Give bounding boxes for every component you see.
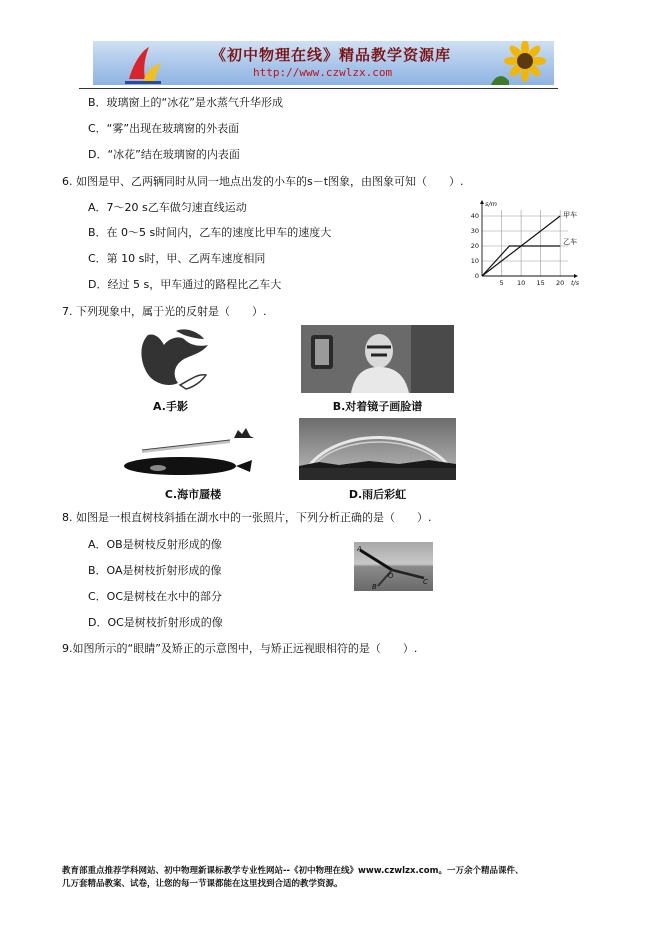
photo-label-a: A: [357, 545, 362, 553]
q7-caption-c: C.海市蜃楼: [164, 488, 222, 501]
x-axis-label: t/s: [571, 279, 580, 287]
q6-option-d: D．经过 5 s，甲车通过的路程比乙车大: [88, 278, 282, 291]
mirage-image: [118, 422, 268, 480]
q7-stem: 7. 下列现象中，属于光的反射是（ ）.: [62, 305, 267, 318]
footer-line-2: 几万套精品教案、试卷，让您的每一节课都能在这里找到合适的教学资源。: [62, 879, 343, 889]
photo-label-o: O: [388, 572, 394, 580]
y-tick-label: 0: [474, 272, 479, 280]
q6-stem: 6. 如图是甲、乙两辆同时从同一地点出发的小车的s－t图象，由图象可知（ ）.: [62, 175, 464, 188]
q6-option-c: C．第 10 s时，甲、乙两车速度相同: [88, 252, 266, 265]
site-url: http://www.czwlzx.com: [253, 66, 393, 79]
q7-caption-d: D.雨后彩虹: [348, 488, 407, 501]
x-tick-label: 20: [556, 279, 565, 287]
q8-stem: 8. 如图是一根直树枝斜插在湖水中的一张照片，下列分析正确的是（ ）.: [62, 511, 432, 524]
branch-in-water-icon: [354, 542, 433, 591]
q5-option-b: B．玻璃窗上的“冰花”是水蒸气升华形成: [88, 96, 283, 109]
x-tick-label: 15: [536, 279, 545, 287]
hand-shadow-image: [118, 325, 223, 393]
photo-label-c: C: [423, 578, 428, 586]
rainbow-image: [299, 418, 456, 480]
rainbow-icon: [299, 418, 456, 480]
q7-caption-b: B.对着镜子画脸谱: [332, 400, 423, 413]
y-axis-label: s/m: [485, 200, 497, 208]
sunflower-icon: [485, 41, 554, 85]
y-tick-label: 40: [470, 212, 479, 220]
q9-stem: 9.如图所示的“眼睛”及矫正的示意图中，与矫正远视眼相符的是（ ）.: [62, 642, 418, 655]
q8-option-d: D．OC是树枝折射形成的像: [88, 616, 223, 629]
q7-caption-a: A.手影: [153, 400, 188, 413]
q8-option-b: B．OA是树枝折射形成的像: [88, 564, 222, 577]
series-label-1: 甲车: [563, 211, 578, 219]
q6-option-b: B．在 0～5 s时间内，乙车的速度比甲车的速度大: [88, 226, 332, 239]
mirror-face-image: [301, 325, 454, 393]
q6-option-a: A．7～20 s乙车做匀速直线运动: [88, 201, 247, 214]
branch-photo: [354, 542, 433, 591]
q5-option-d: D．“冰花”结在玻璃窗的内表面: [88, 148, 240, 161]
x-tick-label: 10: [516, 279, 526, 287]
q8-option-a: A．OB是树枝反射形成的像: [88, 538, 222, 551]
x-axis-arrow-icon: [574, 274, 578, 278]
logo-icon: [123, 41, 163, 85]
mirage-icon: [118, 422, 268, 480]
footer-line-1: 教育部重点推荐学科网站、初中物理新课标教学专业性网站--《初中物理在线》www.czwlzx.com。一万余个精品课件、: [62, 866, 524, 876]
photo-label-b: B: [372, 583, 377, 591]
q5-option-c: C．“雾”出现在玻璃窗的外表面: [88, 122, 240, 135]
header-banner: [93, 41, 554, 85]
y-tick-label: 30: [470, 227, 479, 235]
x-tick-label: 5: [499, 279, 504, 287]
q8-option-c: C．OC是树枝在水中的部分: [88, 590, 223, 603]
y-axis-arrow-icon: [480, 200, 484, 204]
s-t-chart: [466, 198, 586, 290]
site-title: 《初中物理在线》精品教学资源库: [211, 46, 452, 64]
header-divider: [79, 88, 558, 89]
series-label-2: 乙车: [563, 238, 578, 246]
hand-shadow-icon: [118, 325, 223, 393]
mirror-face-icon: [301, 325, 454, 393]
y-tick-label: 10: [470, 257, 479, 265]
y-tick-label: 20: [470, 242, 479, 250]
